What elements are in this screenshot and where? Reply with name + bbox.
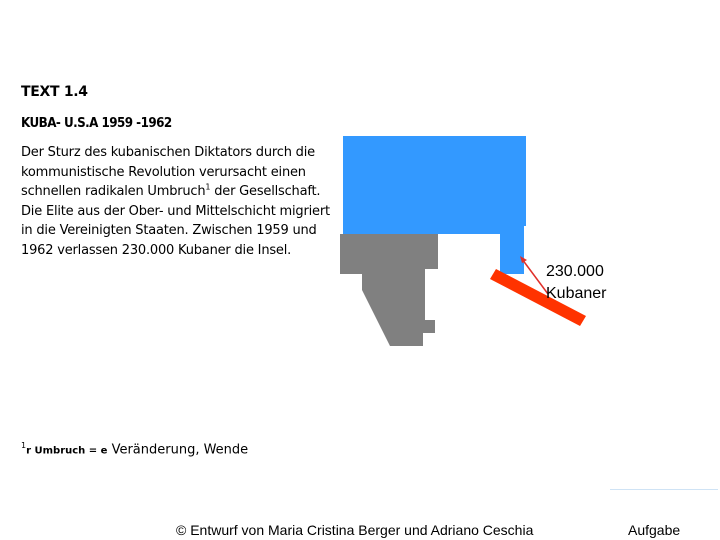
migration-group: Kubaner	[546, 285, 607, 302]
migration-count: 230.000	[546, 263, 604, 280]
cuba-shape	[340, 234, 438, 346]
body-text-part1: Der Sturz des kubanischen Diktators durch die kommunistische Revolution verursacht einen schnellen radikalen Umbruch	[21, 145, 315, 199]
copyright-text: © Entwurf von Maria Cristina Berger und Adriano Ceschia	[176, 522, 534, 538]
footnote-definition: Veränderung, Wende	[107, 442, 249, 458]
footnote-reference: 1	[205, 182, 211, 192]
text-label: TEXT 1.4	[21, 84, 88, 100]
divider-line	[610, 489, 718, 490]
task-link[interactable]: Aufgabe	[628, 522, 681, 538]
body-text-part2: der Gesellschaft. Die Elite aus der Ober- und Mittelschicht migriert in die Vereinigten Staaten. Zwischen 1959 und 1962 verlassen 230.000 Kubaner die Insel.	[21, 184, 330, 258]
footnote-marker: 1	[21, 441, 27, 450]
footnote	[21, 441, 248, 457]
migration-count-label	[546, 261, 607, 305]
migration-diagram	[330, 130, 600, 360]
footnote-term: r Umbruch = e	[26, 445, 108, 457]
page-title: KUBA- U.S.A 1959 -1962	[21, 116, 172, 131]
body-paragraph	[21, 143, 331, 260]
